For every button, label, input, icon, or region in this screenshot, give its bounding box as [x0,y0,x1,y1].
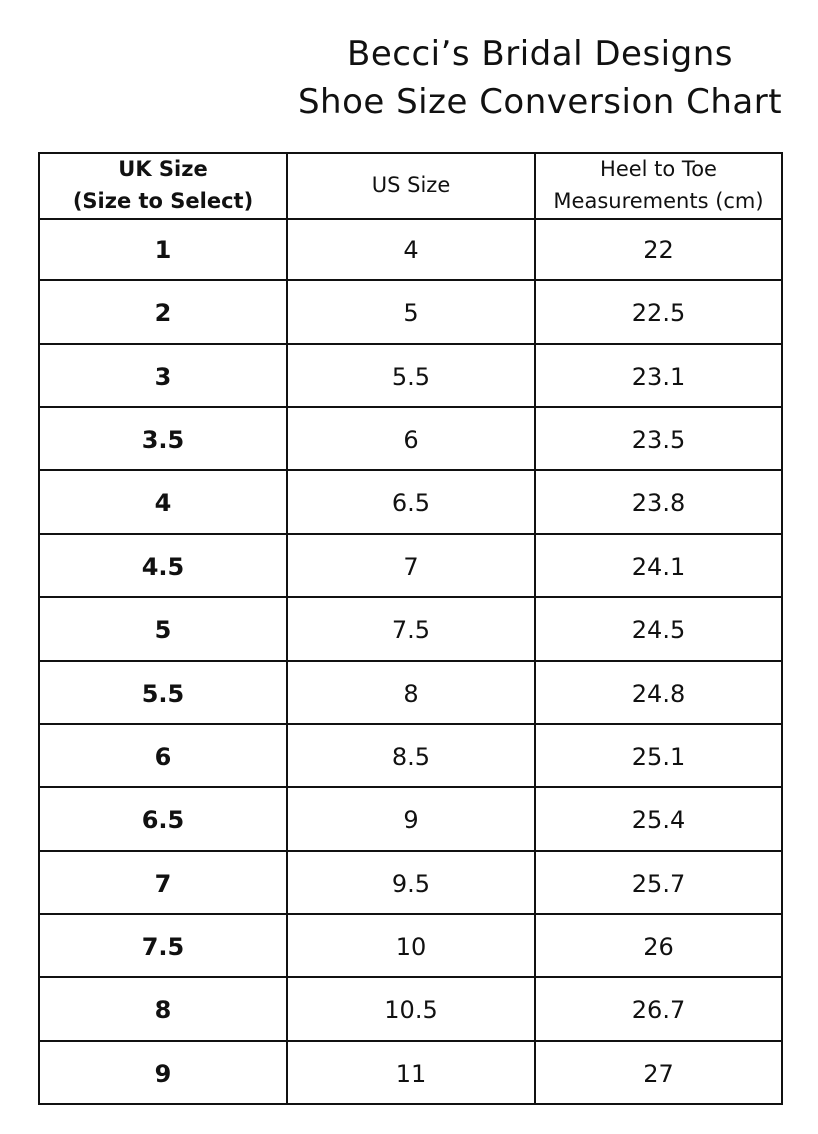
cell-us: 9.5 [391,869,431,898]
cell-us: 4 [403,235,419,264]
cell-us: 5.5 [391,362,431,391]
row-divider [38,786,783,788]
cell-us: 6.5 [391,488,431,517]
cell-uk: 3 [154,362,172,391]
page-subtitle: Shoe Size Conversion Chart [297,82,783,122]
cell-uk: 2 [154,298,172,327]
row-divider [38,723,783,725]
cell-cm: 26.7 [631,995,686,1024]
row-divider [38,976,783,978]
cell-cm: 22 [643,235,674,264]
cell-uk: 5.5 [141,679,185,708]
row-divider [38,533,783,535]
cell-uk: 8 [154,995,172,1024]
cell-us: 11 [395,1059,427,1088]
cell-uk: 5 [154,615,172,644]
cell-us: 9 [403,805,419,834]
cell-uk: 7 [154,869,172,898]
cell-cm: 24.5 [631,615,686,644]
cell-uk: 6.5 [141,805,185,834]
row-divider [38,850,783,852]
header-uk-size [40,152,286,218]
cell-cm: 24.1 [631,552,686,581]
cell-uk: 6 [154,742,172,771]
table-border-bottom [38,1103,783,1105]
row-divider [38,1040,783,1042]
cell-cm: 25.4 [631,805,686,834]
cell-uk: 3.5 [141,425,185,454]
cell-us: 10 [395,932,427,961]
row-divider [38,406,783,408]
cell-uk: 7.5 [141,932,185,961]
cell-cm: 25.7 [631,869,686,898]
cell-cm: 22.5 [631,298,686,327]
row-divider [38,469,783,471]
row-divider [38,596,783,598]
cell-uk: 9 [154,1059,172,1088]
header-uk-size-label: UK Size [118,157,208,181]
cell-us: 7 [403,552,419,581]
table-border-top [38,152,783,154]
table-border-right [781,152,783,1105]
cell-cm: 23.5 [631,425,686,454]
row-divider [38,218,783,220]
header-uk-size-note: (Size to Select) [72,189,254,213]
cell-us: 8.5 [391,742,431,771]
header-heel-to-toe-unit: Measurements (cm) [553,189,764,213]
row-divider [38,279,783,281]
cell-cm: 25.1 [631,742,686,771]
header-heel-to-toe-label: Heel to Toe [600,157,717,181]
page-title: Becci’s Bridal Designs [347,34,733,74]
row-divider [38,660,783,662]
header-us-size-label: US Size [371,173,451,197]
row-divider [38,913,783,915]
cell-uk: 4.5 [141,552,185,581]
cell-us: 5 [403,298,419,327]
size-conversion-table [38,152,783,1105]
cell-cm: 24.8 [631,679,686,708]
cell-uk: 1 [154,235,172,264]
cell-cm: 27 [643,1059,674,1088]
row-divider [38,343,783,345]
header-us-size [288,152,534,218]
cell-us: 6 [403,425,419,454]
cell-us: 10.5 [384,995,438,1024]
cell-us: 7.5 [391,615,431,644]
cell-cm: 23.1 [631,362,686,391]
cell-cm: 26 [643,932,674,961]
cell-cm: 23.8 [631,488,686,517]
header-heel-to-toe [536,152,781,218]
cell-uk: 4 [154,488,172,517]
cell-us: 8 [403,679,419,708]
